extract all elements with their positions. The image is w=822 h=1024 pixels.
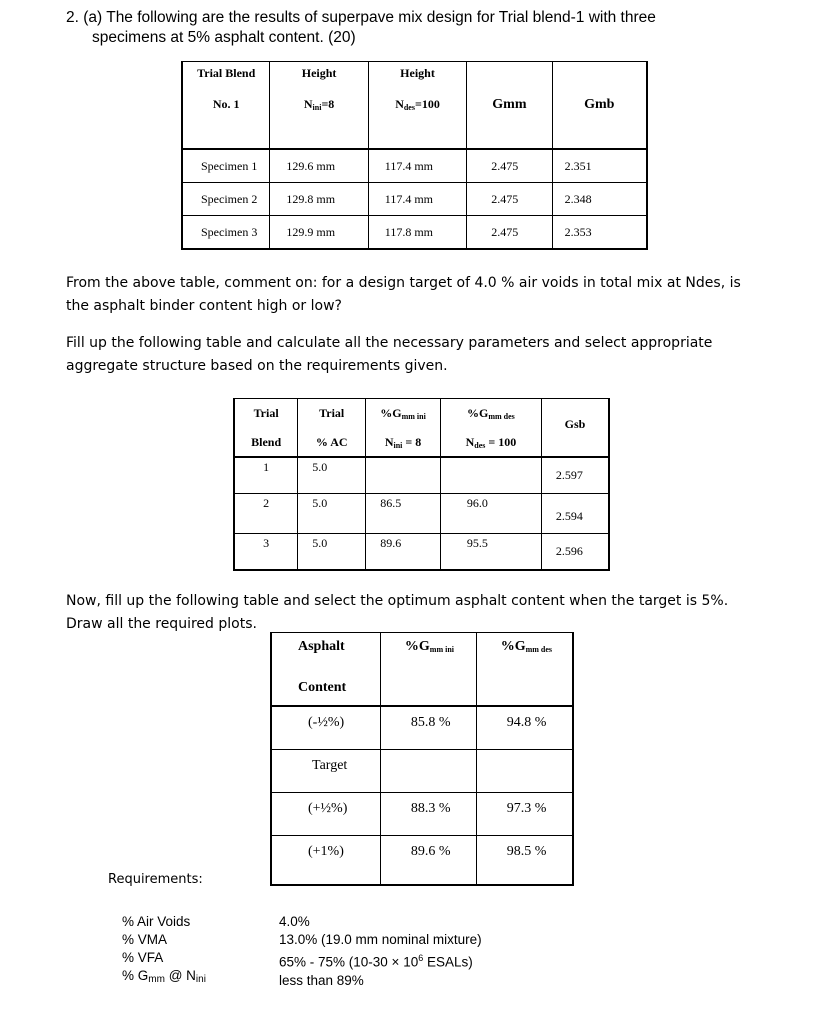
table3-gmm-ini-cell: 85.8 % [380, 706, 476, 750]
table2-header-row1 [234, 399, 609, 429]
table2-gmm-des-sub: mm des [488, 412, 515, 421]
table2-gmm-ini-cell [366, 457, 441, 494]
table1-h-nini-cell: 129.8 mm [270, 183, 368, 216]
table2-nini-label [366, 428, 441, 457]
table2-ndes-rest: = 100 [485, 434, 517, 449]
table1-nini-rest: =8 [321, 97, 335, 111]
table3-gmm-des-cell: 97.3 % [476, 793, 573, 836]
table2-gmm-ini-sub: mm ini [401, 412, 426, 421]
table1-header-gmm [467, 62, 552, 150]
table1-ndes-label [369, 97, 466, 112]
table3-gmm-des-sub: mm des [525, 645, 553, 654]
table3-gmm-des-cell: 94.8 % [476, 706, 573, 750]
question-line2: specimens at 5% asphalt content. (20) [92, 29, 356, 46]
table1-ndes-base: N [395, 97, 404, 111]
table3-content-label: Content [271, 671, 380, 706]
table1-gmm-cell: 2.475 [467, 216, 552, 250]
table1-gmb-label: Gmb [584, 97, 615, 112]
table2-gmm-ini-pre: %G [380, 406, 402, 420]
table2-blend-cell: 1 [234, 457, 298, 494]
req-gmm-pre: % G [122, 968, 149, 983]
question-line1: (a) The following are the results of superpave mix design for Trial blend-1 with three [83, 9, 656, 26]
para3-line1: Now, fill up the following table and select the optimum asphalt content when the target is 5%. [66, 593, 729, 609]
table1-gmb-cell: 2.351 [552, 149, 647, 183]
table3-gmm-ini-header [380, 633, 476, 707]
req-vma-label: % VMA [122, 932, 168, 947]
table3-label-cell: Target [271, 750, 380, 793]
requirements-title: Requirements: [108, 872, 203, 887]
req-gmm-value: less than 89% [279, 972, 364, 988]
table1-ndes-sub: des [403, 103, 415, 112]
table-row [271, 750, 573, 793]
table1-header-gmb [552, 62, 647, 150]
req-vfa-value [279, 949, 482, 972]
table1-h-ndes-cell: 117.8 mm [368, 216, 466, 250]
req-gmm-sub2: ini [195, 974, 206, 985]
para1-line2: the asphalt binder content high or low? [66, 298, 342, 314]
question-number: 2. [66, 9, 79, 26]
table2-gsb-cell: 2.596 [541, 534, 609, 571]
table1-gmb-cell: 2.353 [552, 216, 647, 250]
table1-h-nini-cell: 129.9 mm [270, 216, 368, 250]
req-gmm-sub: mm [148, 974, 165, 985]
table2-ndes-base: N [465, 434, 475, 449]
table1-nini-label [270, 97, 367, 112]
table2-blend-cell: 3 [234, 534, 298, 571]
req-vfa-label: % VFA [122, 950, 164, 965]
req-vfa-sup: 6 [418, 953, 424, 963]
table2-gmm-des-pre: %G [467, 406, 489, 420]
table-row [271, 836, 573, 886]
table2-blend-label: Blend [234, 428, 298, 457]
aggregate-structure-table [233, 398, 610, 571]
table3-gmm-des-cell [476, 750, 573, 793]
req-vfa-pre: 65% - 75% (10-30 × 10 [279, 954, 419, 970]
table3-asphalt-label: Asphalt [271, 633, 380, 672]
table2-ac-cell: 5.0 [298, 494, 366, 534]
requirements-labels [122, 913, 206, 989]
table1-h-nini-cell: 129.6 mm [270, 149, 368, 183]
table-row [182, 216, 647, 250]
table3-gmm-ini-cell: 88.3 % [380, 793, 476, 836]
table2-nini-sub: ini [393, 440, 403, 450]
table2-ndes-label [440, 428, 541, 457]
table2-gmm-des-cell: 96.0 [440, 494, 541, 534]
table3-gmm-des-pre: %G [500, 639, 526, 654]
table1-gmb-cell: 2.348 [552, 183, 647, 216]
table1-specimen-cell: Specimen 3 [182, 216, 270, 250]
table2-gsb-cell: 2.594 [541, 494, 609, 534]
table3-header-row1 [271, 633, 573, 672]
req-air-voids-value: 4.0% [279, 914, 310, 929]
para2-line2: aggregate structure based on the requirements given. [66, 358, 448, 374]
table1-no-label: No. 1 [212, 97, 240, 111]
table2-nini-rest: = 8 [402, 434, 422, 449]
table2-gmm-des-cell: 95.5 [440, 534, 541, 571]
table1-specimen-cell: Specimen 1 [182, 149, 270, 183]
table-row [182, 149, 647, 183]
table-row [182, 183, 647, 216]
table1-header-height-nini [270, 62, 368, 150]
table2-gmm-ini-cell: 86.5 [366, 494, 441, 534]
para2-line1: Fill up the following table and calculate all the necessary parameters and select appropriate [66, 335, 713, 351]
table3-label-cell: (+1%) [271, 836, 380, 886]
table1-header-trial-blend [182, 62, 270, 150]
table-row [234, 457, 609, 494]
table2-nini-base: N [384, 434, 394, 449]
para1-line1: From the above table, comment on: for a design target of 4.0 % air voids in total mix at Ndes, is [66, 275, 741, 291]
table2-blend-cell: 2 [234, 494, 298, 534]
table3-gmm-ini-pre: %G [404, 639, 430, 654]
req-vfa-post: ESALs) [423, 954, 473, 970]
table3-gmm-ini-sub: mm ini [429, 645, 455, 654]
table3-gmm-des-header [476, 633, 573, 707]
asphalt-content-table [270, 632, 574, 886]
table2-gmm-ini-cell: 89.6 [366, 534, 441, 571]
table-row [271, 793, 573, 836]
table2-trial-label: Trial [234, 399, 298, 429]
table1-gmm-cell: 2.475 [467, 183, 552, 216]
table2-ac-label: % AC [298, 428, 366, 457]
table1-height2-label: Height [400, 66, 435, 80]
req-gmm-mid: @ N [164, 968, 196, 983]
table2-gsb-cell: 2.597 [541, 457, 609, 494]
optimum-content-paragraph [66, 590, 728, 636]
question-heading [66, 8, 656, 48]
table2-ndes-sub: des [474, 440, 486, 450]
table1-trial-blend-label: Trial Blend [197, 66, 256, 80]
table-row [271, 706, 573, 750]
table-row [234, 534, 609, 571]
table1-gmm-cell: 2.475 [467, 149, 552, 183]
table1-h-ndes-cell: 117.4 mm [368, 149, 466, 183]
table3-gmm-ini-cell [380, 750, 476, 793]
req-vma-value: 13.0% (19.0 mm nominal mixture) [279, 932, 482, 947]
specimen-results-table [181, 61, 648, 250]
table2-ac-cell: 5.0 [298, 534, 366, 571]
req-gmm-label [122, 967, 206, 989]
req-air-voids-label: % Air Voids [122, 914, 191, 929]
table1-header-row [182, 62, 647, 150]
table2-ac-cell: 5.0 [298, 457, 366, 494]
fill-table-paragraph [66, 332, 712, 378]
table1-nini-sub: ini [312, 103, 322, 112]
table3-label-cell: (+½%) [271, 793, 380, 836]
table1-nini-base: N [303, 97, 313, 111]
table1-ndes-rest: =100 [414, 97, 440, 111]
table3-gmm-des-cell: 98.5 % [476, 836, 573, 886]
table3-gmm-ini-cell: 89.6 % [380, 836, 476, 886]
comment-paragraph [66, 272, 741, 318]
table2-gmm-des-cell [440, 457, 541, 494]
para3-line2: Draw all the required plots. [66, 616, 257, 632]
table1-header-height-ndes [368, 62, 466, 150]
table1-h-ndes-cell: 117.4 mm [368, 183, 466, 216]
table2-gmm-ini-header [366, 399, 441, 429]
table1-specimen-cell: Specimen 2 [182, 183, 270, 216]
table-row [234, 494, 609, 534]
table3-label-cell: (-½%) [271, 706, 380, 750]
table2-gsb-label: Gsb [541, 399, 609, 458]
table2-trial2-label: Trial [298, 399, 366, 429]
table1-gmm-label: Gmm [492, 97, 527, 112]
requirements-values [279, 913, 482, 990]
table1-height1-label: Height [301, 66, 337, 80]
table2-gmm-des-header [440, 399, 541, 429]
